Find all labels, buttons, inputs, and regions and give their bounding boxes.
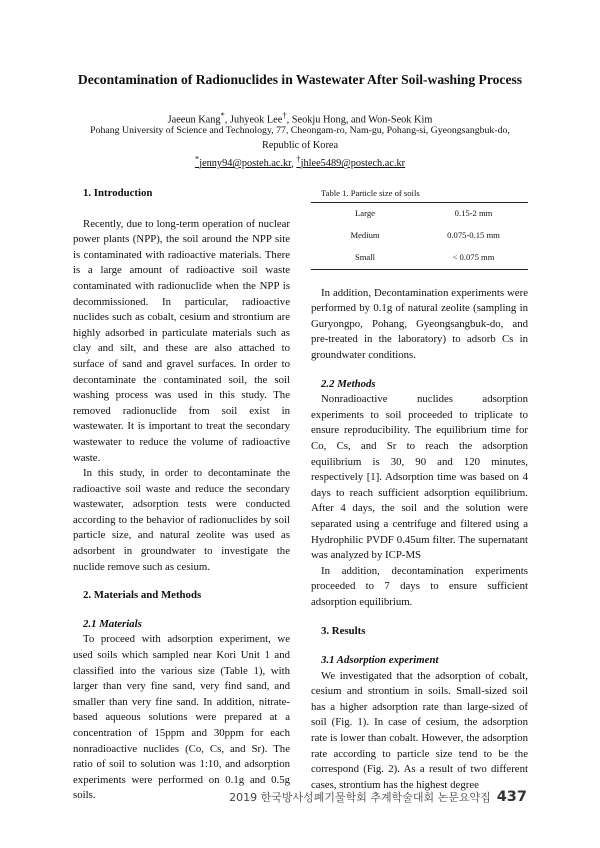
materials-paragraph-2: In addition, Decontamination experiments were performed by 0.1g of natural zeolite (sampling in Guryongpo, Pohang, Gyeongsangbuk-do, and pre-treated in the laboratory) to adsorb Cs in groundwater conditions. [311, 286, 528, 361]
right-column [311, 186, 528, 793]
proceedings-name: 2019 한국방사성폐기물학회 추계학술대회 논문요약집 [229, 791, 491, 804]
adsorption-paragraph-1: We investigated that the adsorption of cobalt, cesium and strontium in soils. Small-sized soil has a higher adsorption rate than large-sized of soil (Fig. 1). In case of cesium, the adsorption rate is lower than cobalt. However, the adsorption rate according to particle size tend to be the correspond (Fig. 2). As a result of two different cases, strontium has the highest degree [311, 669, 528, 791]
table-1-particle-size [311, 202, 528, 270]
table-row [311, 247, 528, 270]
section-heading-materials-methods: 2. Materials and Methods [83, 589, 202, 602]
subsection-heading-materials: 2.1 Materials [83, 617, 142, 630]
intro-paragraph-2: In this study, in order to decontaminate the radioactive soil waste and reduce the secondary wastewater, adsorption tests were conducted according to the behavior of radionuclides by soil particle size, and natural zeolite was used as adsorbent in groundwater to investigate the nuclide remove such as cesium. [73, 467, 290, 573]
author-2: Juhyeok Lee [230, 114, 283, 126]
subsection-heading-methods: 2.2 Methods [321, 377, 376, 390]
left-column [73, 186, 290, 804]
email-1-text: jenny94@posteh.ac.kr [199, 158, 292, 170]
author-rest: Seokju Hong, and Won-Seok Kim [291, 114, 433, 126]
table-cell-size: 0.15-2 mm [419, 202, 528, 225]
author-list: Jaeeun Kang*, Juhyeok Lee†, Seokju Hong, and Won-Seok Kim [167, 110, 433, 126]
page-number: 437 [496, 789, 527, 805]
table-cell-class: Small [354, 251, 376, 262]
email-line: *jenny94@posteh.ac.kr, †jhlee5489@postech.ac.kr [194, 154, 406, 170]
email-1[interactable] [194, 154, 292, 170]
email-2-mark: † [296, 154, 301, 164]
methods-paragraph-2: In addition, decontamination experiments proceeded to 7 days to ensure sufficient adsorption equilibrium. [311, 564, 528, 608]
table-row [311, 225, 528, 247]
affiliation-line-1: Pohang University of Science and Technology, 77, Cheongam-ro, Nam-gu, Pohang-si, Gyeongsangbuk-do, [90, 125, 510, 136]
intro-paragraph-1: Recently, due to long-term operation of nuclear power plants (NPP), the soil around the NPP site is contaminated with radioactive materials. There is a large amount of radioactive soil waste contaminated with radionuclide when the NPP is decommissioned. In particular, radioactive nuclides such as cobalt, cesium and strontium are highly adsorbed in particulate materials such as clay and silt, and these are also attached to surface of sand and gravel surfaces. In order to decontaminate the contaminated soil, the soil washing process was used in this study. The removed radionuclide from soil exist in wastewater. It is important to treat the secondary wastewater to reduce the volume of radioactive waste. [73, 217, 290, 464]
page-footer [229, 789, 527, 805]
section-heading-introduction: 1. Introduction [83, 187, 153, 199]
materials-paragraph-1: To proceed with adsorption experiment, we used soils which sampled near Kori Unit 1 and classified into the various size (Table 1), with larger than very fine sand, very find sand, and smaller than very fine sand. In addition, nitrate-based aqueous solutions were prepared at a concentration of 15ppm and 30ppm for each nonradioactive nuclides (Co, Cs, and Sr). The ratio of soil to solution was 1:10, and adsorption experiments were performed on 0.1g and 0.5g soils. [73, 633, 290, 802]
table-cell-class: Medium [350, 229, 380, 240]
methods-paragraph-1: Nonradioactive nuclides adsorption experiments to soil proceeded to triplicate to ensure reproducibility. The equilibrium time for Co, Cs, and Sr to reach the adsorption equilibrium is 30, 90 and 120 minutes, respectively [1]. Adsorption time was based on 4 days to reach sufficient adsorption equilibrium. After 4 days, the soil and the solution were separated using a centrifuge and filtered using a Hydrophilic PVDF 0.45um filter. The supernatant was analyzed by ICP-MS [311, 393, 528, 562]
section-heading-results: 3. Results [321, 625, 366, 638]
table-cell-size: 0.075-0.15 mm [447, 229, 500, 240]
paper-title: Decontamination of Radionuclides in Wastewater After Soil-washing Process [77, 72, 523, 87]
table-row [311, 202, 528, 225]
table-cell-class: Large [311, 202, 419, 225]
subsection-heading-adsorption: 3.1 Adsorption experiment [321, 654, 439, 667]
author-2-mark: † [282, 110, 287, 120]
table-1-caption: Table 1. Particle size of soils [321, 188, 420, 198]
email-2-text: jhlee5489@postech.ac.kr [300, 158, 406, 170]
affiliation-line-2: Republic of Korea [261, 140, 339, 151]
author-1-mark: * [220, 110, 225, 120]
table-cell-size: < 0.075 mm [452, 251, 495, 262]
email-1-mark: * [194, 154, 200, 164]
author-1: Jaeeun Kang [167, 114, 221, 126]
